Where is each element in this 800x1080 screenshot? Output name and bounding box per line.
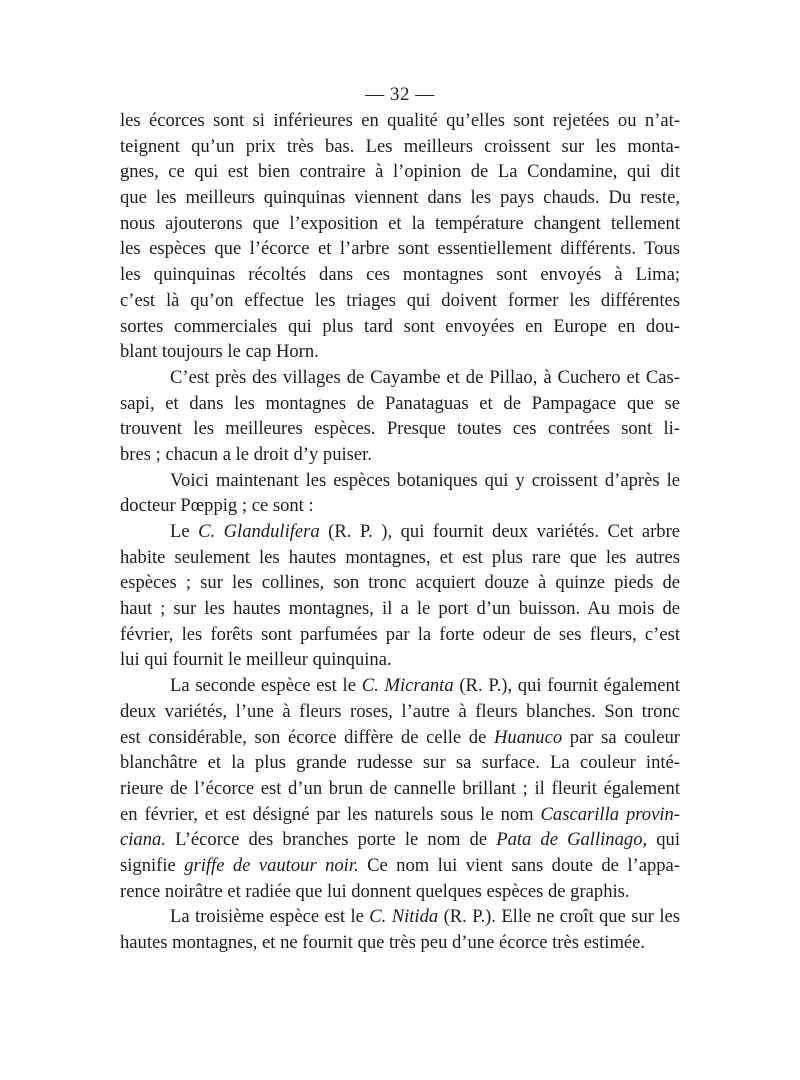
text-run: blanchâtre et la plus grande rudesse sur sa surface. La couleur inté- <box>120 752 680 774</box>
text-run: sapi, et dans les montagnes de Panataguas et de Pampagace que se <box>120 392 680 414</box>
text-line <box>120 108 680 134</box>
text-run: Le <box>170 521 199 542</box>
text-run: les écorces sont si inférieures en qualité qu’elles sont rejetées ou n’at- <box>120 110 680 131</box>
text-run: , qui <box>642 829 681 851</box>
text-line <box>120 416 680 442</box>
text-line <box>120 750 680 776</box>
italic-term: C. Micranta <box>361 675 454 697</box>
page-number: — 32 — <box>365 84 435 105</box>
text-run: deux variétés, l’une à fleurs roses, l’autre à fleurs blanches. Son tronc <box>120 700 680 722</box>
text-line <box>120 725 680 751</box>
text-line <box>120 879 680 905</box>
text-run: les espèces que l’écorce et l’arbre sont essentiellement différents. Tous <box>120 238 680 260</box>
text-run: (R. P.). Elle ne croît que sur les <box>438 906 680 928</box>
text-line <box>120 647 680 673</box>
text-run: rence noirâtre et radiée que lui donnent quelques espèces de graphis. <box>120 880 630 902</box>
text-line <box>120 699 680 725</box>
text-line <box>120 262 680 288</box>
italic-term: ciana. <box>120 829 166 851</box>
text-line <box>120 391 680 417</box>
text-run: nous ajouterons que l’exposition et la température changent tellement <box>120 212 680 234</box>
text-run: bres ; chacun a le droit d’y puiser. <box>120 443 372 465</box>
text-line <box>120 442 680 468</box>
text-run: teignent qu’un prix très bas. Les meilleurs croissent sur les monta- <box>120 135 680 157</box>
text-line <box>120 493 680 519</box>
text-run: lui qui fournit le meilleur quinquina. <box>120 649 392 671</box>
text-run: février, les forêts sont parfumées par la forte odeur de ses fleurs, c’est <box>120 623 680 645</box>
text-run: par sa couleur <box>562 726 680 748</box>
text-run: c’est là qu’on effectue les triages qui doivent former les différentes <box>120 289 680 311</box>
text-run: gnes, ce qui est bien contraire à l’opinion de La Condamine, qui dit <box>120 161 680 183</box>
text-run: Voici maintenant les espèces botaniques qui y croissent d’après le <box>170 469 680 491</box>
text-run: sortes commerciales qui plus tard sont envoyées en Europe en dou- <box>120 315 680 337</box>
text-run: (R. P.), qui fournit également <box>453 675 680 697</box>
text-run: Ce nom lui vient sans doute de l’appa- <box>358 854 680 876</box>
text-line <box>120 211 680 237</box>
text-run: C’est près des villages de Cayambe et de Pillao, à Cuchero et Cas- <box>170 366 680 388</box>
text-line <box>120 545 680 571</box>
text-run: rieure de l’écorce est d’un brun de cannelle brillant ; il fleurit également <box>120 777 680 799</box>
text-line <box>120 339 680 365</box>
text-run: habite seulement les hautes montagnes, et est plus rare que les autres <box>120 546 680 568</box>
text-line <box>120 904 680 930</box>
text-run: en février, et est désigné par les naturels sous le nom <box>120 803 541 825</box>
text-run: (R. P. ), qui fournit deux variétés. Cet arbre <box>319 521 681 542</box>
text-line <box>120 365 680 391</box>
text-run: La troisième espèce est le <box>170 906 370 928</box>
text-line <box>120 236 680 262</box>
body-text <box>120 108 680 956</box>
text-run: trouvent les meilleures espèces. Presque toutes ces contrées sont li- <box>120 418 680 440</box>
italic-term: C. Glandulifera <box>198 521 320 542</box>
text-run: les quinquinas récoltés dans ces montagnes sont envoyés à Lima; <box>120 264 680 286</box>
text-run: blant toujours le cap Horn. <box>120 341 319 363</box>
text-run: que les meilleurs quinquinas viennent dans les pays chauds. Du reste, <box>120 187 680 209</box>
text-line <box>120 134 680 160</box>
text-line <box>120 185 680 211</box>
italic-term: Cascarilla provin- <box>540 803 680 825</box>
text-run: haut ; sur les hautes montagnes, il a le port d’un buisson. Au mois de <box>120 598 680 620</box>
text-line <box>120 673 680 699</box>
text-run: est considérable, son écorce diffère de celle de <box>120 726 494 748</box>
text-run: docteur Pœppig ; ce sont : <box>120 495 314 517</box>
italic-term: C. Nitida <box>369 906 439 928</box>
text-line <box>120 519 680 545</box>
text-line <box>120 776 680 802</box>
italic-term: griffe de vautour noir. <box>184 854 359 876</box>
text-line <box>120 622 680 648</box>
text-line <box>120 314 680 340</box>
text-line <box>120 596 680 622</box>
text-run: La seconde espèce est le <box>170 675 362 697</box>
text-line <box>120 930 680 956</box>
text-run: espèces ; sur les collines, son tronc acquiert douze à quinze pieds de <box>120 572 680 594</box>
text-line <box>120 802 680 828</box>
text-line <box>120 827 680 853</box>
italic-term: Huanuco <box>493 726 563 748</box>
text-run: hautes montagnes, et ne fournit que très peu d’une écorce très estimée. <box>120 932 646 953</box>
text-line <box>120 159 680 185</box>
text-run: signifie <box>120 854 185 876</box>
italic-term: Pata de Gallinago <box>496 829 643 851</box>
text-line <box>120 853 680 879</box>
text-line <box>120 288 680 314</box>
text-line <box>120 570 680 596</box>
text-line <box>120 468 680 494</box>
text-run: L’écorce des branches porte le nom de <box>165 829 497 851</box>
